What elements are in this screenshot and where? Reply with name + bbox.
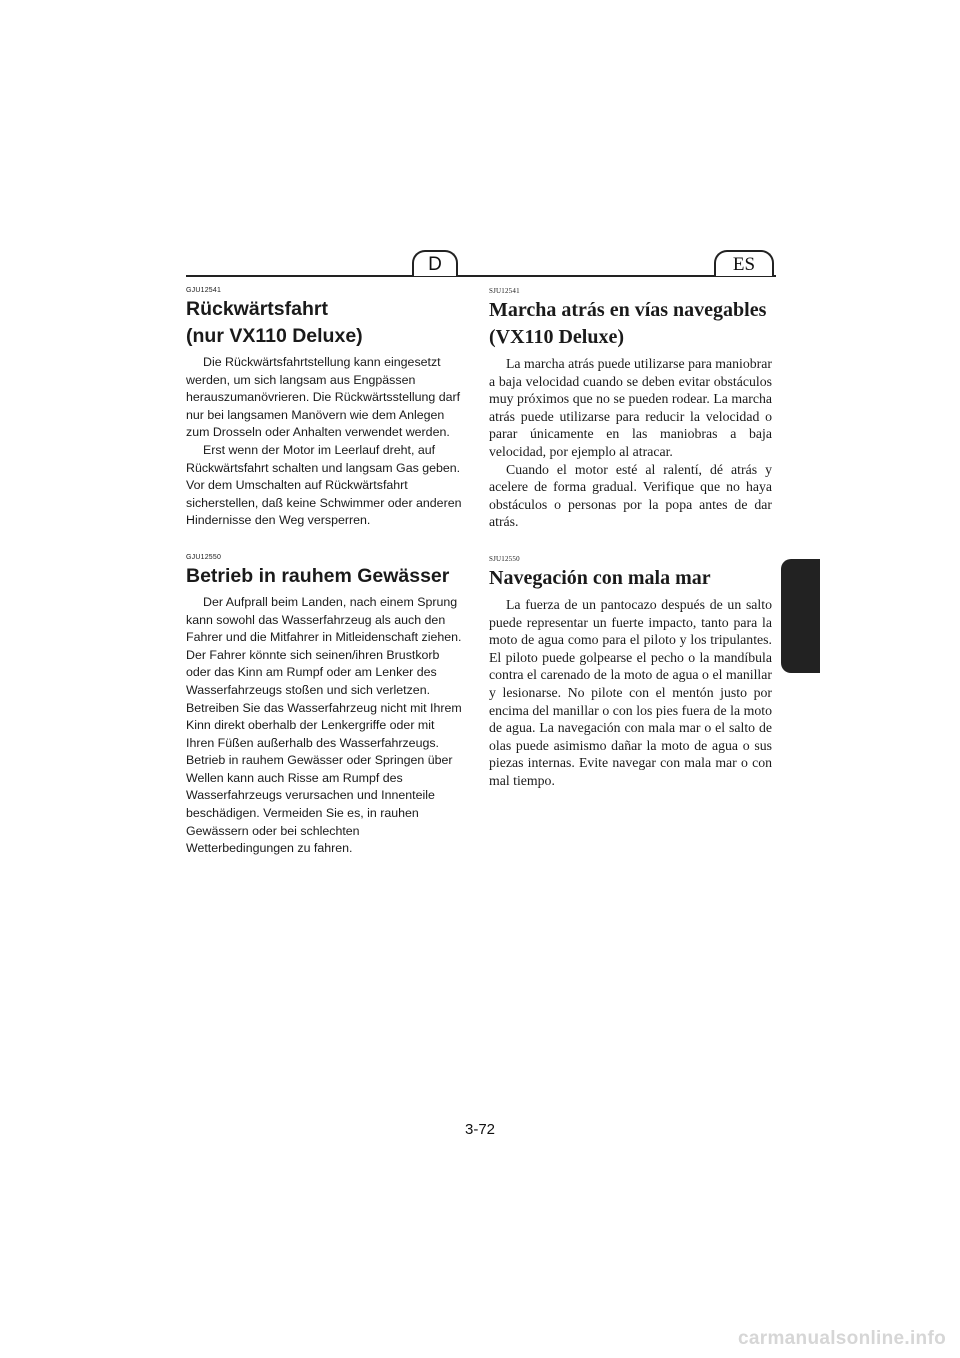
section-title: [186, 296, 466, 350]
paragraph: Die Rückwärtsfahrtstellung kann eingesetzt werden, um sich langsam aus Engpässen herauszumanövrieren. Die Rückwärtsstellung darf nur bei langsamen Manövern wie dem Anlegen zum Drosseln oder Anhalten verwendet werden.: [186, 355, 461, 440]
title-line: (nur VX110 Deluxe): [186, 325, 363, 347]
paragraph: La fuerza de un pantocazo después de un salto puede representar un fuerte impacto, tanto para la moto de agua como para el piloto y los tripulantes. El piloto puede golpearse el pecho o la mandíbula contra el carenado de la moto de agua o el manillar y lesionarse. No pilote con el mentón justo por encima del manillar o con los pies fuera de la moto de agua. La navegación con mala mar o el salto de olas puede asimismo dañar la moto de agua o sus piezas internas. Evite navegar con mala mar o con mal tiempo.: [489, 596, 772, 788]
section-title: Navegación con mala mar: [489, 566, 711, 589]
paragraph: Der Aufprall beim Landen, nach einem Sprung kann sowohl das Wasserfahrzeug als auch den Fahrer und die Mitfahrer in Mitleidenschaft ziehen. Der Fahrer könnte sich seinen/ihren Brustkorb oder das Kinn am Rumpf oder am Lenker des Wasserfahrzeugs stoßen und sich verletzen. Betreiben Sie das Wasserfahrzeug nicht mit Ihrem Kinn direkt oberhalb der Lenkergriffe oder mit Ihren Füßen außerhalb des Wasserfahrzeugs. Betrieb in rauhem Gewässer oder Springen über Wellen kann auch Risse am Rumpf des Wasserfahrzeugs verursachen und Innenteile beschädigen. Vermeiden Sie es, in rauhen Gewässern oder bei schlechten Wetterbedingungen zu fahren.: [186, 594, 462, 856]
language-badge-spanish: ES: [714, 250, 774, 276]
spanish-column: [489, 287, 772, 789]
title-line: (VX110 Deluxe): [489, 326, 624, 348]
section-code: SJU12541: [489, 287, 520, 295]
paragraph: Cuando el motor esté al ralentí, dé atrás y acelere de forma gradual. Verifique que no haya obstáculos o personas por la popa antes de dar atrás.: [489, 461, 772, 530]
title-line: Rückwärtsfahrt: [186, 298, 328, 320]
page-number: 3-72: [464, 1121, 496, 1138]
section-code: GJU12541: [186, 287, 222, 294]
header-rule: [186, 275, 776, 277]
title-line: Marcha atrás en vías navegables: [489, 299, 767, 321]
language-badge-german: D: [412, 250, 458, 276]
section-title: Betrieb in rauhem Gewässer: [186, 564, 450, 587]
section-code: SJU12550: [489, 554, 520, 563]
german-column: [186, 287, 466, 858]
paragraph: La marcha atrás puede utilizarse para maniobrar a baja velocidad cuando se deben evitar obstáculos muy próximos que no se pueden rodear. La marcha atrás puede utilizarse para reducir la velocidad o parar únicamente en las maniobras a baja velocidad, por ejemplo al atracar.: [489, 356, 772, 459]
paragraph: Erst wenn der Motor im Leerlauf dreht, auf Rückwärtsfahrt schalten und langsam Gas geben. Vor dem Umschalten auf Rückwärtsfahrt sicherstellen, daß keine Schwimmer oder anderen Hindernisse den Weg versperren.: [186, 442, 462, 528]
watermark: carmanualsonline.info: [738, 1328, 946, 1349]
section-title: [489, 297, 772, 351]
chapter-tab: [781, 559, 820, 673]
section-code: GJU12550: [186, 553, 222, 561]
language-header: [186, 250, 776, 276]
